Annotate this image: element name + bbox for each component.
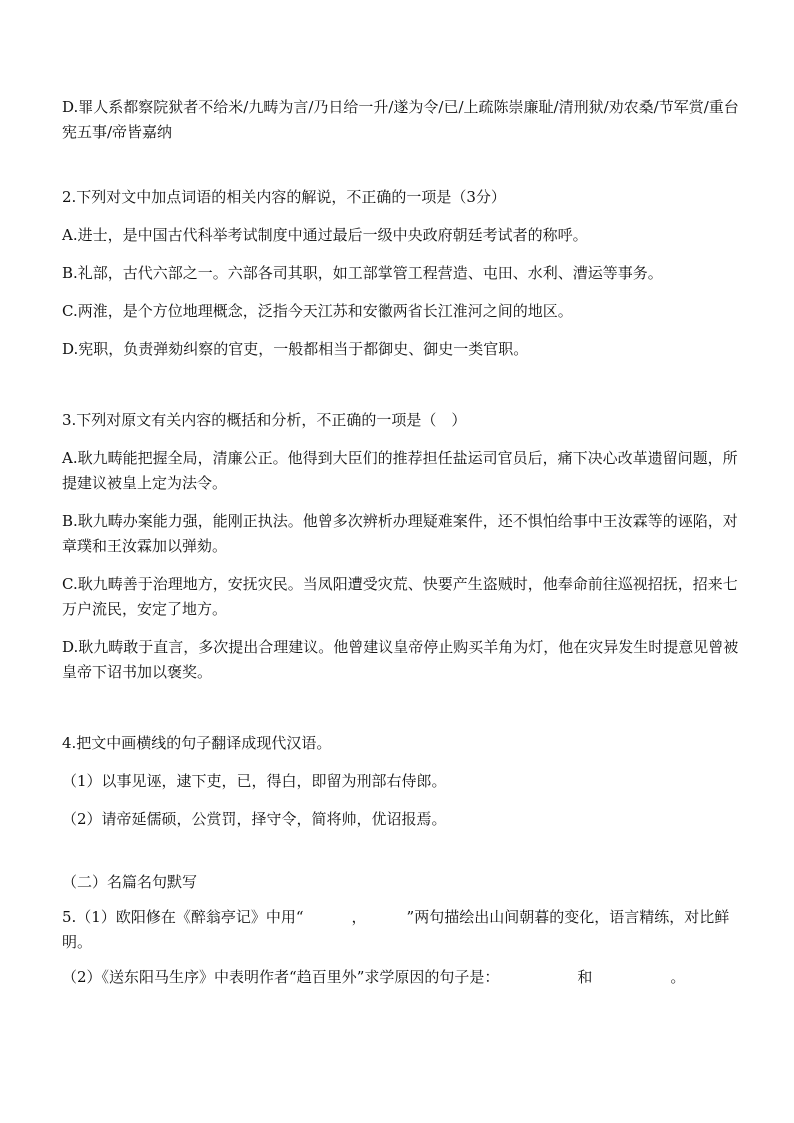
q2-option-d: D.宪职，负责弹劾纠察的官吏，一般都相当于都御史、御史一类官职。 (62, 340, 529, 358)
q2-option-c: C.两淮，是个方位地理概念，泛指今天江苏和安徽两省长江淮河之间的地区。 (62, 302, 573, 320)
q5-part-1-text-b: ， (351, 908, 367, 926)
q5-part-2-text-c: 。 (670, 968, 686, 986)
q5-part-1-text-a: 5.（1）欧阳修在《醉翁亭记》中用“ (62, 908, 304, 926)
q3-option-a: A.耿九畴能把握全局，清廉公正。他得到大臣们的推荐担任盐运司官员后，痛下决心改革遗留问题，所提建议被皇上定为法令。 (62, 449, 738, 492)
section-title-famous-lines: （二）名篇名句默写 (62, 873, 198, 891)
q3-option-c: C.耿九畴善于治理地方，安抚灾民。当凤阳遭受灾荒、快要产生盗贼时，他奉命前往巡视招抚，招来七万户流民，安定了地方。 (62, 575, 738, 618)
q4-stem: 4.把文中画横线的句子翻译成现代汉语。 (62, 734, 332, 752)
document-page (62, 0, 742, 990)
q2-stem: 2.下列对文中加点词语的相关内容的解说，不正确的一项是（3分） (62, 188, 506, 206)
q2-option-a: A.进士，是中国古代科举考试制度中通过最后一级中央政府朝廷考试者的称呼。 (62, 226, 588, 244)
q5-part-1-text-c: ”两句描绘出山间朝暮的变化，语言精练，对比鲜明。 (62, 908, 730, 951)
q5-part-2 (62, 965, 742, 990)
q5-part-2-text-a: （2）《送东阳马生序》中表明作者“趋百里外”求学原因的句子是： (62, 968, 500, 986)
q5-part-2-text-b: 和 (577, 968, 593, 986)
q3-stem: 3.下列对原文有关内容的概括和分析，不正确的一项是（ ） (62, 411, 467, 429)
q3-option-d: D.耿九畴敢于直言，多次提出合理建议。他曾建议皇帝停止购买羊角为灯，他在灾异发生时提意见曾被皇帝下诏书加以褒奖。 (62, 638, 739, 681)
q5-part-1 (62, 905, 742, 955)
q2-option-b: B.礼部，古代六部之一。六部各司其职，如工部掌管工程营造、屯田、水利、漕运等事务。 (62, 264, 663, 282)
q4-sentence-1: （1）以事见诬，逮下吏，已，得白，即留为刑部右侍郎。 (62, 772, 447, 790)
q3-option-b: B.耿九畴办案能力强，能刚正执法。他曾多次辨析办理疑难案件，还不惧怕给事中王汝霖等的诬陷，对章璞和王汝霖加以弹劾。 (62, 512, 738, 555)
q4-sentence-2: （2）请帝延儒硕，公赏罚，择守令，简将帅，优诏报焉。 (62, 810, 447, 828)
q1-option-d: D.罪人系都察院狱者不给米/九畴为言/乃日给一升/遂为令/已/上疏陈崇廉耻/清刑狱/劝农桑/节军赏/重台宪五事/帝皆嘉纳 (62, 98, 739, 141)
